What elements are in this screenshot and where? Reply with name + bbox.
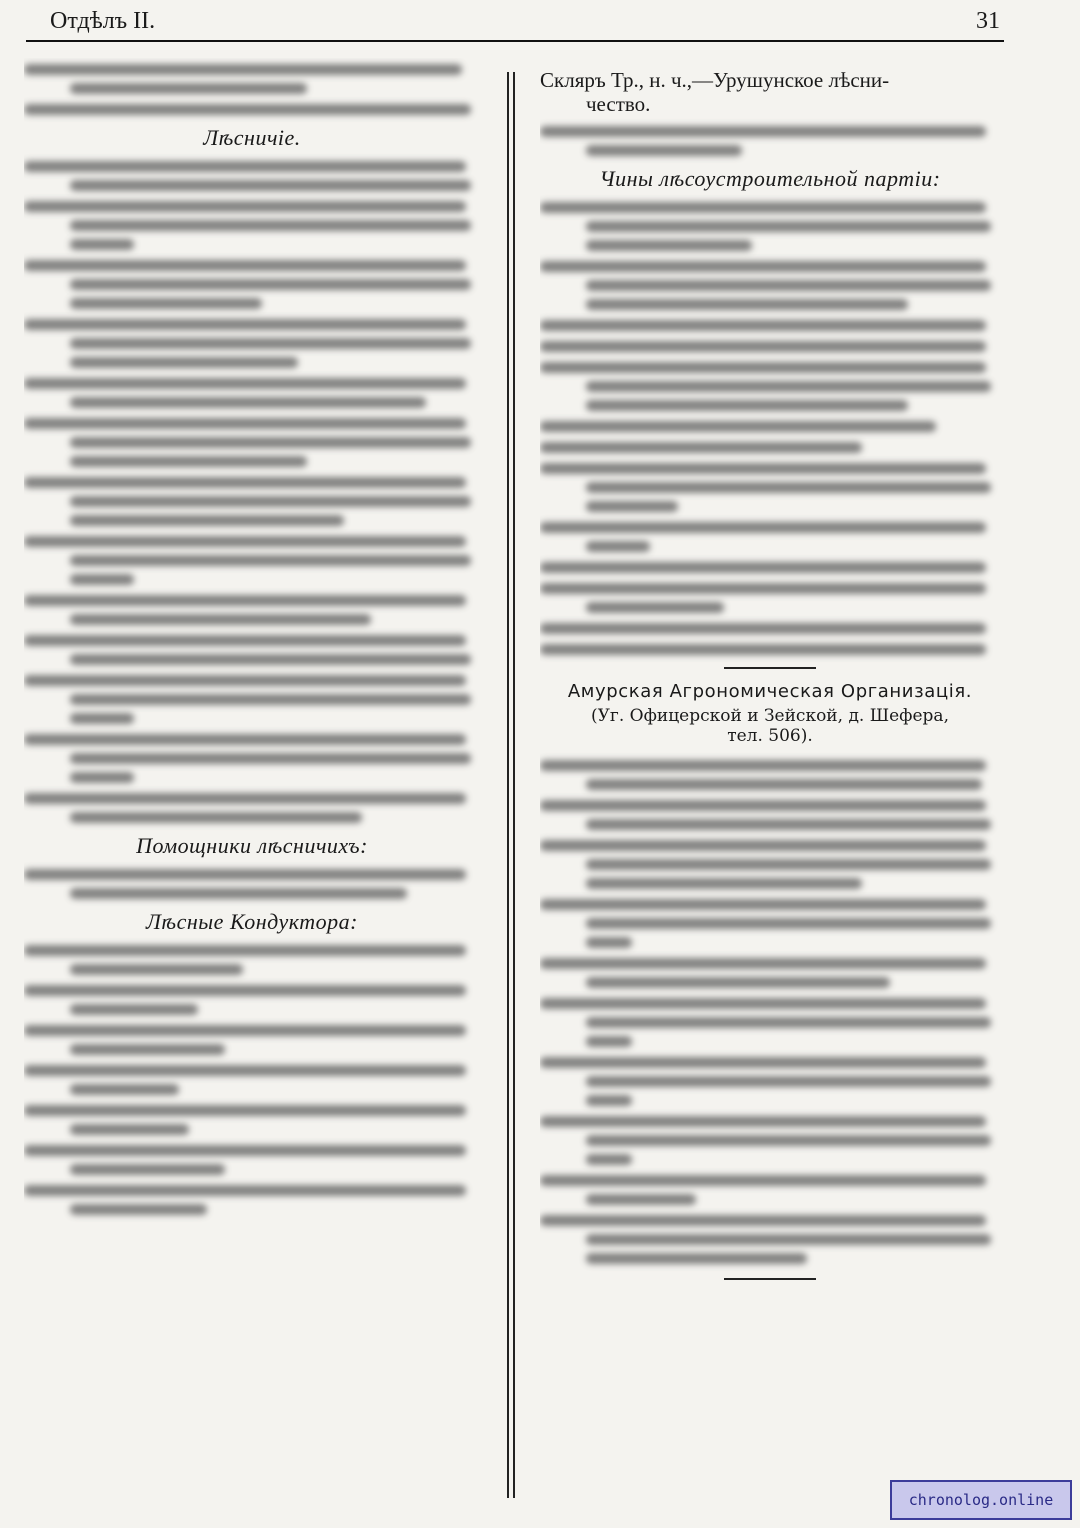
blurred-entry bbox=[24, 418, 480, 467]
page-header bbox=[26, 6, 1004, 42]
blurred-entry bbox=[24, 945, 480, 975]
blurred-entry bbox=[540, 1057, 1000, 1106]
blurred-entry bbox=[540, 998, 1000, 1047]
heading-conductors: Лѣсные Кондуктора: bbox=[146, 909, 358, 934]
entry-sklyar-line1: Скляръ Тр., н. ч.,—Урушунское лѣсни- bbox=[540, 68, 890, 92]
left-column bbox=[24, 58, 480, 1225]
blurred-entry bbox=[540, 1215, 1000, 1264]
blurred-entry bbox=[24, 734, 480, 783]
blurred-entry bbox=[540, 1116, 1000, 1165]
department-label: Отдѣлъ II. bbox=[50, 8, 156, 34]
blurred-entry bbox=[540, 362, 1000, 411]
entry-sklyar bbox=[540, 68, 1000, 116]
blurred-entry bbox=[24, 64, 480, 94]
blurred-entry bbox=[540, 583, 1000, 613]
blurred-entry bbox=[540, 899, 1000, 948]
blurred-entry bbox=[24, 1145, 480, 1175]
blurred-entry bbox=[540, 126, 1000, 156]
blurred-entry bbox=[540, 760, 1000, 790]
blurred-entry bbox=[540, 562, 1000, 573]
blurred-entry bbox=[24, 319, 480, 368]
watermark-text: chronolog.online bbox=[908, 1491, 1054, 1509]
section-divider bbox=[724, 667, 816, 669]
blurred-entry bbox=[540, 320, 1000, 331]
column-divider-right bbox=[513, 72, 515, 1498]
blurred-entry bbox=[540, 1175, 1000, 1205]
organization-address-line1: (Уг. Офицерской и Зейской, д. Шефера, bbox=[591, 706, 949, 726]
heading-foresters: Лѣсничіе. bbox=[203, 125, 301, 150]
blurred-entry bbox=[540, 463, 1000, 512]
right-column bbox=[540, 58, 1000, 1292]
entry-sklyar-line2: чество. bbox=[586, 92, 651, 116]
blurred-entry bbox=[540, 623, 1000, 634]
blurred-entry bbox=[24, 675, 480, 724]
blurred-entry bbox=[24, 1185, 480, 1215]
blurred-entry bbox=[24, 985, 480, 1015]
blurred-entry bbox=[24, 161, 480, 191]
blurred-entry bbox=[540, 261, 1000, 310]
blurred-entry bbox=[24, 104, 480, 115]
blurred-entry bbox=[540, 800, 1000, 830]
organization-address bbox=[540, 706, 1000, 746]
blurred-entry bbox=[24, 1025, 480, 1055]
blurred-entry bbox=[24, 260, 480, 309]
section-divider bbox=[724, 1278, 816, 1280]
blurred-entry bbox=[24, 1105, 480, 1135]
blurred-entry bbox=[24, 201, 480, 250]
blurred-entry bbox=[24, 595, 480, 625]
blurred-entry bbox=[24, 536, 480, 585]
blurred-entry bbox=[540, 958, 1000, 988]
watermark-badge bbox=[890, 1480, 1072, 1520]
column-divider-left bbox=[507, 72, 509, 1498]
heading-assistants: Помощники лѣсничихъ: bbox=[136, 833, 368, 858]
blurred-entry bbox=[24, 793, 480, 823]
blurred-entry bbox=[540, 442, 1000, 453]
blurred-entry bbox=[540, 644, 1000, 655]
organization-title: Амурская Агрономическая Организація. bbox=[567, 681, 973, 702]
blurred-entry bbox=[24, 635, 480, 665]
page-number: 31 bbox=[976, 8, 1000, 34]
organization-address-line2: тел. 506). bbox=[727, 726, 813, 746]
heading-survey-party: Чины лѣсоустроительной партіи: bbox=[599, 166, 941, 191]
blurred-entry bbox=[540, 421, 1000, 432]
blurred-entry bbox=[24, 477, 480, 526]
blurred-entry bbox=[540, 341, 1000, 352]
blurred-entry bbox=[24, 378, 480, 408]
blurred-entry bbox=[540, 840, 1000, 889]
blurred-entry bbox=[24, 869, 480, 899]
blurred-entry bbox=[540, 522, 1000, 552]
blurred-entry bbox=[24, 1065, 480, 1095]
blurred-entry bbox=[540, 202, 1000, 251]
